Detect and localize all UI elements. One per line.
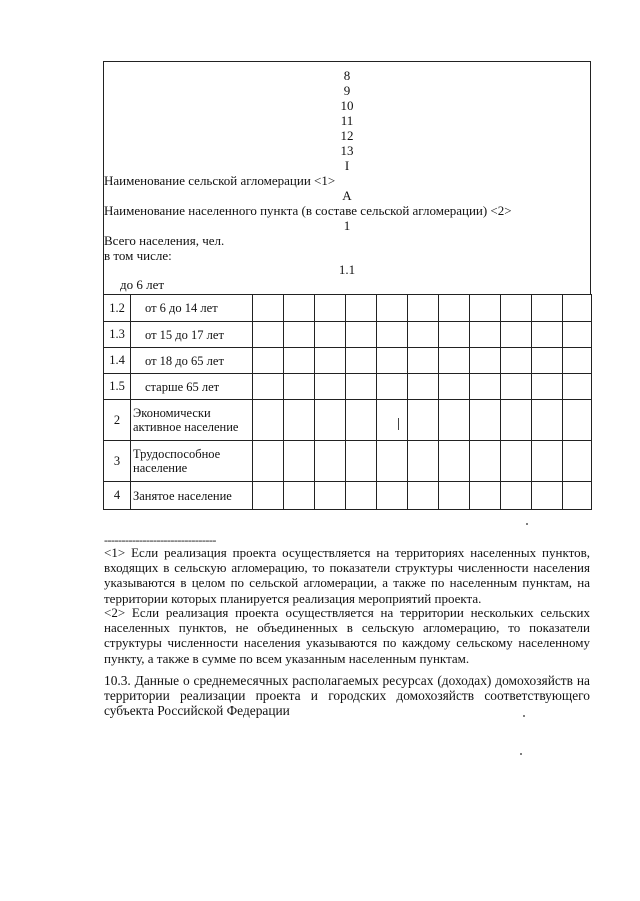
empty-cell	[377, 348, 408, 374]
empty-cell	[377, 322, 408, 348]
table-row	[104, 400, 592, 441]
empty-cell	[439, 400, 470, 441]
empty-cell	[408, 374, 439, 400]
scan-speck	[523, 715, 525, 717]
empty-cell	[501, 482, 532, 510]
empty-cell	[346, 295, 377, 322]
row-number-1-1: 1.1	[338, 262, 356, 277]
empty-cell	[470, 348, 501, 374]
empty-cell	[470, 441, 501, 482]
table-row	[104, 348, 592, 374]
empty-cell	[563, 441, 592, 482]
empty-cell	[377, 441, 408, 482]
row-label: Занятое население	[131, 482, 253, 510]
empty-cell	[501, 400, 532, 441]
row-number: 4	[104, 482, 131, 510]
row-number: 3	[104, 441, 131, 482]
row-number: 1.2	[104, 295, 131, 322]
row-label: от 15 до 17 лет	[131, 322, 253, 348]
empty-cell	[501, 295, 532, 322]
empty-cell	[284, 374, 315, 400]
empty-cell	[253, 295, 284, 322]
scan-speck	[526, 523, 528, 525]
empty-cell	[470, 295, 501, 322]
empty-cell	[284, 295, 315, 322]
scan-speck	[520, 753, 522, 755]
section-10-3-text: 10.3. Данные о среднемесячных располагаемых ресурсах (доходах) домохозяйств на территории реализации проекта и городских домохозяйств соответствующего субъекта Российской Федерации	[104, 673, 590, 719]
empty-cell	[563, 374, 592, 400]
empty-cell	[532, 482, 563, 510]
empty-cell	[470, 400, 501, 441]
empty-cell	[439, 374, 470, 400]
empty-cell	[408, 400, 439, 441]
footnote-separator: --------------------------------	[104, 533, 216, 547]
empty-cell	[377, 482, 408, 510]
row-label: от 6 до 14 лет	[131, 295, 253, 322]
agglomeration-label: Наименование сельской агломерации <1>	[104, 173, 336, 188]
table-row	[104, 295, 592, 322]
col-number-9: 9	[343, 83, 351, 98]
empty-cell	[563, 322, 592, 348]
empty-cell	[532, 441, 563, 482]
empty-cell	[532, 322, 563, 348]
empty-cell	[408, 295, 439, 322]
empty-cell	[253, 374, 284, 400]
row-label: старше 65 лет	[131, 374, 253, 400]
table-header-block	[103, 61, 591, 295]
row-number: 2	[104, 400, 131, 441]
empty-cell	[346, 400, 377, 441]
number-one: 1	[343, 218, 351, 233]
empty-cell	[439, 322, 470, 348]
empty-cell	[439, 441, 470, 482]
table-row	[104, 322, 592, 348]
table-row	[104, 441, 592, 482]
col-number-13: 13	[340, 143, 354, 158]
empty-cell	[315, 374, 346, 400]
empty-cell	[501, 441, 532, 482]
empty-cell	[346, 322, 377, 348]
empty-cell	[470, 374, 501, 400]
settlement-label: Наименование населенного пункта (в составе сельской агломерации) <2>	[104, 203, 512, 218]
empty-cell	[315, 441, 346, 482]
empty-cell	[532, 348, 563, 374]
empty-cell	[408, 322, 439, 348]
empty-cell	[532, 374, 563, 400]
col-number-10: 10	[340, 98, 354, 113]
under-6-label: до 6 лет	[120, 277, 165, 292]
roman-numeral-one: I	[344, 158, 350, 173]
empty-cell	[563, 295, 592, 322]
empty-cell	[284, 482, 315, 510]
empty-cell	[284, 400, 315, 441]
empty-cell	[532, 400, 563, 441]
empty-cell	[532, 295, 563, 322]
empty-cell	[377, 400, 408, 441]
empty-cell	[439, 348, 470, 374]
empty-cell	[377, 295, 408, 322]
empty-cell	[315, 322, 346, 348]
empty-cell	[315, 348, 346, 374]
row-label: от 18 до 65 лет	[131, 348, 253, 374]
col-number-8: 8	[343, 68, 351, 83]
empty-cell	[408, 482, 439, 510]
row-label: Трудоспособное население	[131, 441, 253, 482]
including-label: в том числе:	[104, 248, 172, 263]
cell-mark	[398, 418, 399, 430]
empty-cell	[563, 348, 592, 374]
empty-cell	[346, 348, 377, 374]
empty-cell	[315, 295, 346, 322]
population-table	[103, 294, 592, 510]
empty-cell	[346, 374, 377, 400]
empty-cell	[253, 400, 284, 441]
empty-cell	[377, 374, 408, 400]
empty-cell	[439, 295, 470, 322]
footnote-2: <2> Если реализация проекта осуществляется на территории нескольких сельских населенных пунктов, не объединенных в сельскую агломерацию, то показатели структуры численности населения указываются по каждому сельскому населенному пункту, а также в сумме по всем указанным населенным пунктам.	[104, 605, 590, 666]
row-label: Экономически активное население	[131, 400, 253, 441]
row-number: 1.3	[104, 322, 131, 348]
empty-cell	[253, 482, 284, 510]
letter-a: А	[342, 188, 352, 203]
empty-cell	[501, 322, 532, 348]
empty-cell	[284, 348, 315, 374]
empty-cell	[408, 441, 439, 482]
empty-cell	[284, 441, 315, 482]
col-number-11: 11	[340, 113, 354, 128]
empty-cell	[315, 400, 346, 441]
empty-cell	[346, 482, 377, 510]
empty-cell	[501, 348, 532, 374]
empty-cell	[408, 348, 439, 374]
empty-cell	[563, 482, 592, 510]
empty-cell	[253, 322, 284, 348]
row-number: 1.5	[104, 374, 131, 400]
empty-cell	[501, 374, 532, 400]
empty-cell	[253, 441, 284, 482]
footnote-1: <1> Если реализация проекта осуществляется на территориях населенных пунктов, входящих в сельскую агломерацию, то показатели структуры численности населения указываются в целом по сельской агломерации, а также по населенным пунктам, на территории которых планируется реализация мероприятий проекта.	[104, 545, 590, 606]
empty-cell	[470, 322, 501, 348]
col-number-12: 12	[340, 128, 354, 143]
empty-cell	[470, 482, 501, 510]
empty-cell	[284, 322, 315, 348]
empty-cell	[439, 482, 470, 510]
row-number: 1.4	[104, 348, 131, 374]
empty-cell	[253, 348, 284, 374]
empty-cell	[563, 400, 592, 441]
total-population-label: Всего населения, чел.	[104, 233, 225, 248]
empty-cell	[346, 441, 377, 482]
empty-cell	[315, 482, 346, 510]
table-row	[104, 482, 592, 510]
table-row	[104, 374, 592, 400]
